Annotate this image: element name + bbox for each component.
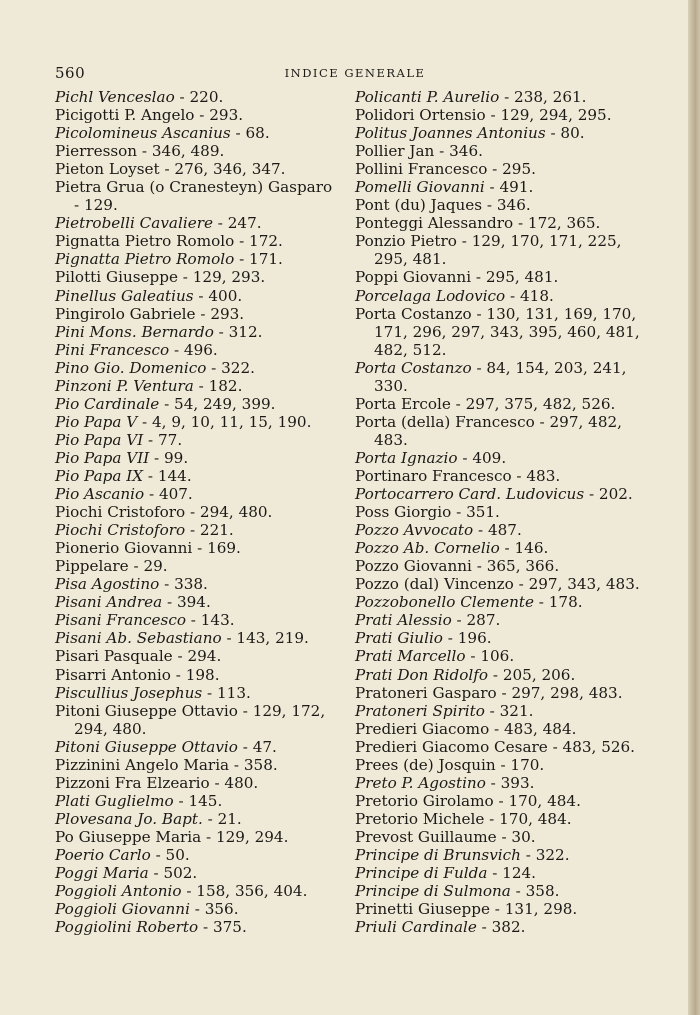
index-entry [355,178,655,196]
index-entry [355,88,655,106]
entry-name: Prevost Guillaume [355,827,497,846]
entry-page-refs: - 129, 170, 171, 225, 295, 481. [374,232,622,269]
index-entry [55,287,339,305]
index-entry [55,88,339,106]
entry-name: Pio Papa IX [55,466,144,485]
entry-page-refs: - 247. [212,214,262,233]
entry-name: Porta Costanzo [355,358,472,377]
entry-page-refs: - 50. [150,845,190,864]
entry-name: Pisari Pasquale [55,647,173,666]
entry-page-refs: - 205, 206. [488,665,576,684]
entry-name: Pilotti Giuseppe [55,268,178,287]
index-entry [355,684,655,702]
entry-page-refs: - 172, 365. [513,214,601,233]
entry-name: Pisani Francesco [55,611,186,630]
entry-name: Pomelli Giovanni [355,178,485,197]
index-entry [355,918,655,936]
entry-name: Poggiolini Roberto [55,918,199,937]
entry-name: Principe di Brunsvich [355,845,521,864]
entry-page-refs: - 198. [170,665,220,684]
index-entry [55,377,339,395]
entry-page-refs: - 295. [487,160,536,179]
entry-page-refs: - 393. [485,773,535,792]
entry-name: Picigotti P. Angelo [55,106,195,125]
entry-page-refs: - 131, 298. [489,900,578,919]
index-entry [55,178,339,214]
entry-name: Prati Giulio [355,629,443,648]
entry-name: Pisani Ab. Sebastiano [55,629,222,648]
entry-name: Pont (du) Jaques [355,196,483,215]
entry-page-refs: - 491. [484,178,534,197]
index-entry [355,720,655,738]
entry-name: Pretorio Michele [355,809,485,828]
entry-name: Pollier Jan [355,142,435,161]
entry-name: Pizzoni Fra Elzeario [55,773,210,792]
entry-name: Porta Costanzo [355,304,472,323]
entry-name: Poerio Carlo [55,845,151,864]
entry-name: Priuli Cardinale [355,918,477,937]
entry-name: Pietra Grua (o Cranesteyn) Gasparo [55,178,333,197]
entry-page-refs: - 480. [209,773,259,792]
entry-name: Pratoneri Gasparo [355,683,497,702]
index-entry [55,341,339,359]
entry-name: Pinzoni P. Ventura [55,376,194,395]
entry-page-refs: - 358. [229,755,278,774]
entry-page-refs: - 287. [451,611,501,630]
index-entry [55,395,339,413]
index-entry [55,521,339,539]
index-entry [355,647,655,665]
entry-name: Pozzobonello Clemente [355,593,534,612]
entry-name: Piochi Cristoforo [55,503,186,522]
entry-page-refs: - 220. [174,88,224,106]
entry-name: Poggi Maria [55,864,149,883]
entry-page-refs: - 21. [202,809,242,828]
index-entry [355,106,655,124]
entry-name: Pio Papa V [55,412,138,431]
index-entry [355,792,655,810]
index-entry [355,557,655,575]
index-entry [55,810,339,828]
index-entry [355,810,655,828]
index-entry [355,160,655,178]
entry-name: Porcelaga Lodovico [355,286,506,305]
index-entry [55,539,339,557]
entry-name: Prati Don Ridolfo [355,665,489,684]
entry-page-refs: - 338. [159,575,208,594]
index-entry [55,142,339,160]
index-entry [55,828,339,846]
entry-page-refs: - 294, 480. [185,503,273,522]
entry-page-refs: - 346. [434,142,483,161]
index-entry [355,196,655,214]
entry-name: Pignatta Pietro Romolo [55,250,235,269]
index-entry [355,774,655,792]
entry-page-refs: - 129, 294. [201,827,289,846]
entry-page-refs: - 170. [495,755,545,774]
entry-page-refs: - 322. [206,358,255,377]
index-entry [355,629,655,647]
index-entry [55,557,339,575]
index-entry [55,738,339,756]
entry-page-refs: - 178. [533,593,583,612]
entry-name: Policanti P. Aurelio [355,88,500,106]
entry-page-refs: - 29. [128,557,168,576]
entry-name: Pisa Agostino [55,575,160,594]
entry-page-refs: - 169. [192,539,241,558]
entry-page-refs: - 487. [473,521,522,540]
index-entry [355,485,655,503]
entry-name: Pollini Francesco [355,160,488,179]
index-entry [55,918,339,936]
entry-page-refs: - 375. [198,918,247,937]
index-entry [55,305,339,323]
entry-name: Prati Alessio [355,611,452,630]
page-number: 560 [55,64,86,82]
entry-page-refs: - 172. [234,232,283,251]
entry-name: Plovesana Jo. Bapt. [55,809,203,828]
entry-page-refs: - 418. [505,286,554,305]
entry-page-refs: - 238, 261. [499,88,587,106]
index-entry [355,413,655,449]
entry-name: Porta Ercole [355,394,451,413]
entry-name: Pratoneri Spirito [355,701,485,720]
index-entry [355,575,655,593]
index-entry [55,684,339,702]
entry-name: Prati Marcello [355,647,466,666]
index-entry [355,142,655,160]
index-entry [355,611,655,629]
entry-page-refs: - 47. [237,737,277,756]
entry-page-refs: - 54, 249, 399. [159,394,276,413]
entry-name: Poggioli Antonio [55,882,182,901]
index-entry [55,792,339,810]
entry-page-refs: - 68. [230,124,270,143]
entry-page-refs: - 297, 375, 482, 526. [450,394,616,413]
index-entry [55,666,339,684]
entry-name: Prees (de) Josquin [355,755,496,774]
entry-name: Pichl Venceslao [55,88,175,106]
index-entry [55,467,339,485]
entry-page-refs: - 129, 172, 294, 480. [74,701,326,738]
entry-name: Pisani Andrea [55,593,163,612]
entry-name: Ponzio Pietro [355,232,457,251]
entry-name: Picolomineus Ascanius [55,124,231,143]
entry-name: Pretorio Girolamo [355,791,494,810]
entry-page-refs: - 502. [148,864,198,883]
index-entry [55,323,339,341]
entry-page-refs: - 312. [213,322,263,341]
entry-name: Pizzinini Angelo Maria [55,755,230,774]
index-entry [355,287,655,305]
index-entry [355,702,655,720]
index-entry [55,575,339,593]
index-entry [55,431,339,449]
index-entry [355,828,655,846]
entry-page-refs: - 483, 526. [547,737,636,756]
entry-page-refs: - 496. [169,340,218,359]
index-entry [55,900,339,918]
index-entry [355,305,655,359]
entry-page-refs: - 394. [162,593,211,612]
index-entry [355,232,655,268]
entry-name: Poggioli Giovanni [55,900,190,919]
index-entry [55,160,339,178]
entry-name: Pippelare [55,557,129,576]
entry-name: Pierresson [55,142,138,161]
entry-name: Pinellus Galeatius [55,286,194,305]
entry-name: Pingirolo Gabriele [55,304,196,323]
entry-name: Politus Joannes Antonius [355,124,546,143]
index-entry [55,503,339,521]
index-entry [355,593,655,611]
index-entry [55,846,339,864]
entry-name: Pozzo (dal) Vincenzo [355,575,514,594]
entry-page-refs: - 80. [545,124,585,143]
index-entry [355,756,655,774]
index-entry [355,900,655,918]
entry-name: Porta Ignazio [355,448,458,467]
index-entry [355,124,655,142]
index-entry [355,449,655,467]
index-entry [55,268,339,286]
index-entry [55,359,339,377]
entry-page-refs: - 365, 366. [471,557,560,576]
entry-page-refs: - 321. [484,701,534,720]
entry-page-refs: - 297, 343, 483. [513,575,640,594]
entry-page-refs: - 158, 356, 404. [181,882,308,901]
entry-page-refs: - 358. [510,882,560,901]
entry-page-refs: - 171. [234,250,283,269]
entry-name: Pozzo Avvocato [355,521,474,540]
entry-page-refs: - 106. [465,647,515,666]
entry-name: Pignatta Pietro Romolo [55,232,235,251]
entry-name: Pino Gio. Domenico [55,358,207,377]
index-entry [355,738,655,756]
entry-page-refs: - 196. [442,629,492,648]
entry-page-refs: - 30. [496,827,536,846]
index-entry [55,611,339,629]
entry-name: Principe di Fulda [355,864,488,883]
index-entry [55,485,339,503]
entry-page-refs: - 322. [520,845,570,864]
entry-name: Poppi Giovanni [355,268,472,287]
index-entry [55,214,339,232]
index-entry [55,593,339,611]
index-entry [355,521,655,539]
entry-page-refs: - 202. [584,485,633,504]
index-entry [55,449,339,467]
entry-name: Principe di Sulmona [355,882,511,901]
index-column-left [55,88,339,936]
index-entry [55,413,339,431]
index-entry [355,666,655,684]
entry-page-refs: - 409. [457,448,507,467]
entry-name: Polidori Ortensio [355,106,486,125]
entry-page-refs: - 297, 482, 483. [374,412,622,449]
entry-name: Pio Ascanio [55,485,145,504]
entry-page-refs: - 295, 481. [471,268,559,287]
entry-name: Pozzo Giovanni [355,557,472,576]
entry-name: Pio Papa VII [55,448,150,467]
entry-page-refs: - 129. [74,196,118,215]
entry-page-refs: - 77. [143,430,183,449]
index-entry [55,232,339,250]
entry-name: Pieton Loyset [55,160,160,179]
entry-name: Predieri Giacomo [355,719,490,738]
index-entry [55,647,339,665]
entry-name: Pini Francesco [55,340,170,359]
entry-page-refs: - 346, 489. [137,142,225,161]
page-header [55,64,655,84]
entry-page-refs: - 483, 484. [489,719,577,738]
entry-page-refs: - 146. [499,539,549,558]
entry-name: Preto P. Agostino [355,773,486,792]
entry-page-refs: - 129, 294, 295. [485,106,612,125]
entry-name: Prinetti Giuseppe [355,900,490,919]
index-entry [355,846,655,864]
entry-name: Porta (della) Francesco [355,412,535,431]
entry-page-refs: - 356. [189,900,239,919]
entry-page-refs: - 99. [149,448,189,467]
entry-name: Plati Guglielmo [55,791,174,810]
index-entry [55,124,339,142]
entry-page-refs: - 182. [193,376,243,395]
page-edge [688,0,700,1015]
entry-name: Pitoni Giuseppe Ottavio [55,737,238,756]
entry-page-refs: - 143. [185,611,235,630]
entry-name: Pisarri Antonio [55,665,171,684]
entry-page-refs: - 170, 484. [484,809,572,828]
index-entry [355,395,655,413]
entry-page-refs: - 143, 219. [221,629,309,648]
entry-name: Pio Cardinale [55,394,160,413]
index-entry [355,359,655,395]
entry-name: Ponteggi Alessandro [355,214,514,233]
entry-page-refs: - 221. [185,521,234,540]
entry-page-refs: - 170, 484. [493,791,581,810]
index-entry [355,882,655,900]
index-entry [55,864,339,882]
entry-page-refs: - 124. [487,864,536,883]
entry-name: Predieri Giacomo Cesare [355,737,548,756]
entry-page-refs: - 346. [482,196,531,215]
entry-page-refs: - 276, 346, 347. [159,160,286,179]
entry-page-refs: - 382. [476,918,526,937]
entry-page-refs: - 84, 154, 203, 241, 330. [374,358,627,395]
entry-page-refs: - 400. [193,286,243,305]
entry-page-refs: - 145. [173,791,223,810]
entry-page-refs: - 294. [172,647,222,666]
index-entry [55,756,339,774]
entry-page-refs: - 4, 9, 10, 11, 15, 190. [137,412,312,431]
entry-page-refs: - 293. [195,304,245,323]
index-entry [55,106,339,124]
entry-name: Poss Giorgio [355,503,452,522]
entry-name: Pietrobelli Cavaliere [55,214,213,233]
entry-page-refs: - 293. [194,106,244,125]
index-entry [55,250,339,268]
entry-name: Pozzo Ab. Cornelio [355,539,500,558]
index-entry [355,503,655,521]
entry-page-refs: - 297, 298, 483. [496,683,623,702]
index-column-right [355,88,655,936]
entry-name: Piochi Cristoforo [55,521,186,540]
entry-name: Piscullius Josephus [55,683,203,702]
index-entry [355,214,655,232]
entry-page-refs: - 130, 131, 169, 170, 171, 296, 297, 343, 395, 460, 481, 482, 512. [374,304,640,359]
entry-name: Pini Mons. Bernardo [55,322,214,341]
index-entry [355,864,655,882]
index-entry [355,268,655,286]
entry-page-refs: - 144. [143,466,192,485]
entry-name: Pionerio Giovanni [55,539,193,558]
entry-name: Portocarrero Card. Ludovicus [355,485,585,504]
running-title: INDICE GENERALE [284,66,426,80]
entry-page-refs: - 483. [511,466,561,485]
index-entry [355,467,655,485]
entry-page-refs: - 113. [202,683,251,702]
entry-page-refs: - 129, 293. [177,268,266,287]
entry-name: Po Giuseppe Maria [55,827,202,846]
index-entry [55,702,339,738]
entry-name: Pitoni Giuseppe Ottavio [55,701,238,720]
index-entry [55,774,339,792]
entry-page-refs: - 351. [451,503,500,522]
index-entry [55,629,339,647]
entry-name: Pio Papa VI [55,430,144,449]
index-entry [55,882,339,900]
entry-name: Portinaro Francesco [355,466,512,485]
index-entry [355,539,655,557]
entry-page-refs: - 407. [144,485,193,504]
